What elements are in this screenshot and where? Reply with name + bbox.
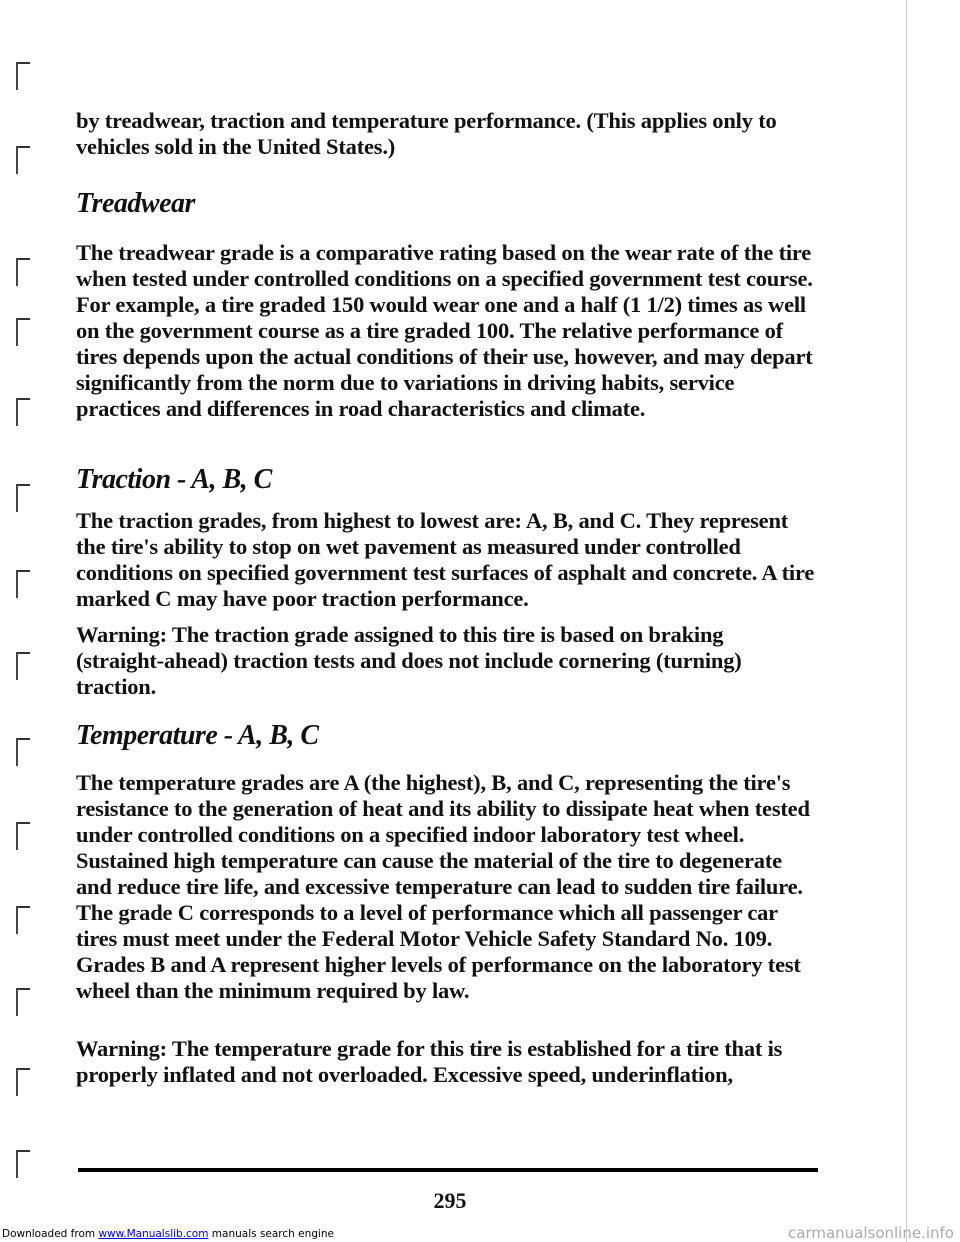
- crop-mark: [16, 318, 30, 346]
- crop-mark: [16, 652, 30, 680]
- scan-edge-line: [906, 0, 907, 1242]
- temperature-warning-text: Warning: The temperature grade for this tire is established for a tire that is properly inflated and not overloaded. Excessive speed, underinflation,: [76, 1036, 783, 1087]
- heading-treadwear: Treadwear: [76, 188, 195, 219]
- crop-mark: [16, 1068, 30, 1096]
- treadwear-text: The treadwear grade is a comparative rating based on the wear rate of the tire when tested under controlled conditions on a specified government test course. For example, a tire graded 150 would wear one and a half (1 1/2) times as well on the government course as a tire graded 100. The relative performance of tires depends upon the actual conditions of their use, however, and may depart significantly from the norm due to variations in driving habits, service practices and differences in road characteristics and climate.: [76, 240, 813, 421]
- heading-temperature: Temperature - A, B, C: [76, 720, 319, 751]
- temperature-warning: [76, 1036, 816, 1088]
- crop-mark: [16, 570, 30, 598]
- crop-mark: [16, 484, 30, 512]
- temperature-text: The temperature grades are A (the highest), B, and C, representing the tire's resistance to the generation of heat and its ability to dissipate heat when tested under controlled conditions on a specified indoor laboratory test wheel. Sustained high temperature can cause the material of the tire to degenerate and reduce tire life, and excessive temperature can lead to sudden tire failure. The grade C corresponds to a level of performance which all passenger car tires must meet under the Federal Motor Vehicle Safety Standard No. 109. Grades B and A represent higher levels of performance on the laboratory test wheel than the minimum required by law.: [76, 770, 810, 1003]
- crop-mark: [16, 146, 30, 174]
- traction-text: The traction grades, from highest to lowest are: A, B, and C. They represent the tire's ability to stop on wet pavement as measured under controlled conditions on specified government test surfaces of asphalt and concrete. A tire marked C may have poor traction performance.: [76, 508, 815, 611]
- traction-warning-text: Warning: The traction grade assigned to this tire is based on braking (straight-ahead) traction tests and does not include cornering (turning) traction.: [76, 622, 742, 699]
- crop-mark: [16, 988, 30, 1016]
- manualslib-link[interactable]: www.Manualslib.com: [98, 1228, 209, 1240]
- crop-mark: [16, 1150, 30, 1178]
- traction-warning: [76, 622, 816, 700]
- crop-mark: [16, 62, 30, 90]
- crop-mark: [16, 822, 30, 850]
- footer-prefix: Downloaded from: [2, 1228, 99, 1240]
- page-number: 295: [433, 1188, 467, 1213]
- traction-paragraph: [76, 508, 816, 612]
- watermark: carmanualsonline.info: [788, 1224, 954, 1242]
- treadwear-paragraph: [76, 240, 816, 422]
- intro-paragraph: [76, 108, 816, 160]
- footer-rule: [78, 1168, 818, 1172]
- temperature-paragraph: [76, 770, 816, 1004]
- footer-suffix: manuals search engine: [208, 1228, 334, 1240]
- download-footer: [2, 1228, 334, 1240]
- crop-mark: [16, 906, 30, 934]
- heading-traction: Traction - A, B, C: [76, 464, 272, 495]
- crop-mark: [16, 398, 30, 426]
- intro-text: by treadwear, traction and temperature performance. (This applies only to vehicles sold in the United States.): [76, 108, 777, 159]
- crop-mark: [16, 258, 30, 286]
- crop-mark: [16, 738, 30, 766]
